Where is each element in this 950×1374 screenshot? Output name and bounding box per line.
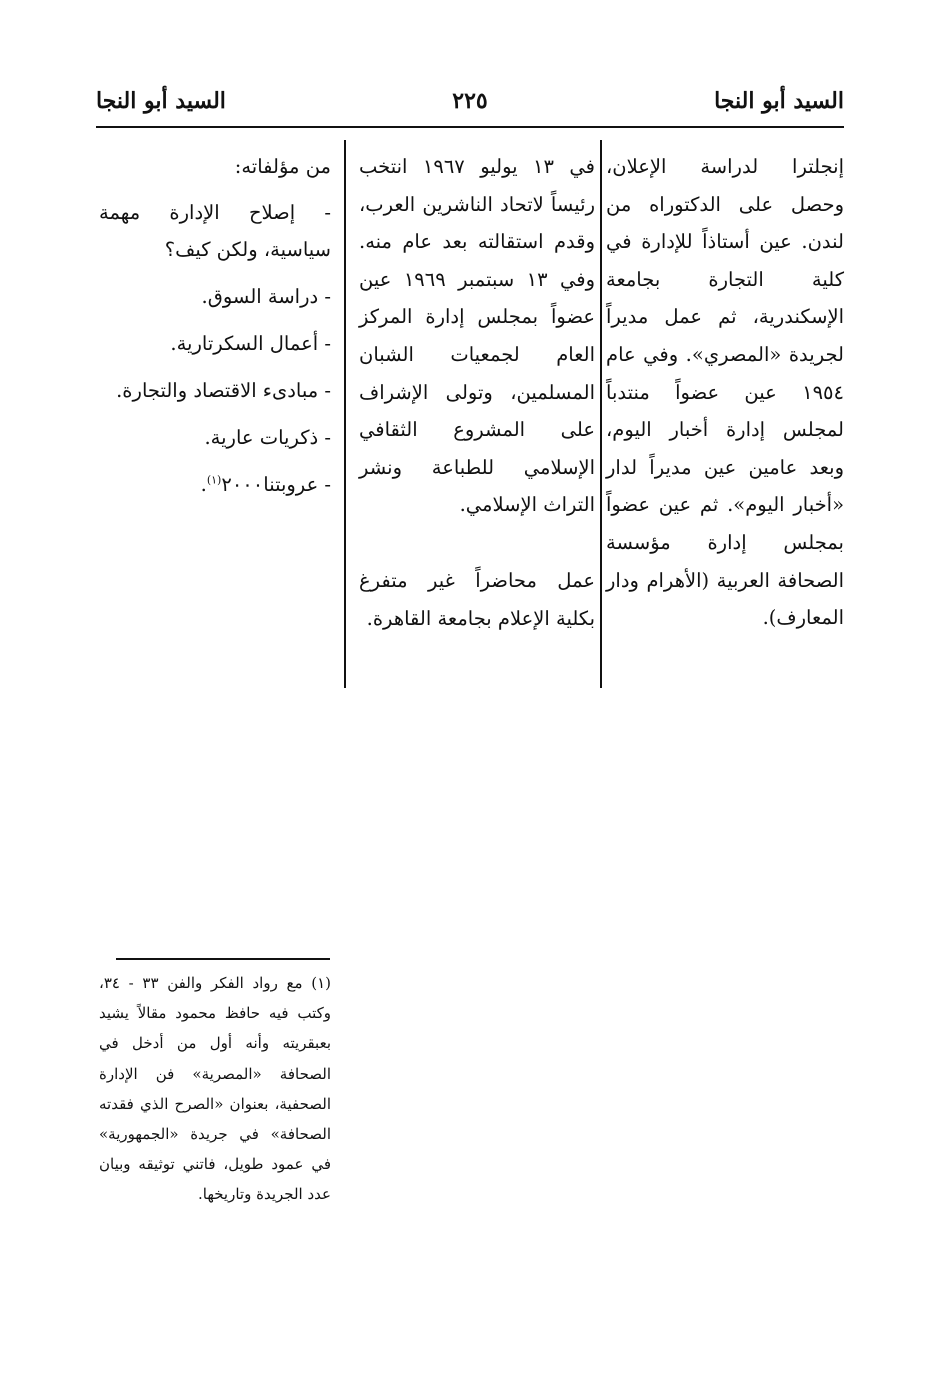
header-left-title: السيد أبو النجا [96, 88, 226, 114]
work-item [99, 278, 331, 315]
footnote-rule [116, 958, 330, 960]
work-item [99, 466, 331, 503]
column-1 [606, 148, 844, 637]
footnote-text: (١) مع رواد الفكر والفن ٣٣ - ٣٤، وكتب فيه حافظ محمود مقالاً يشيد بعبقريته وأنه أول من أدخل في الصحافة «المصرية» فن الإدارة الصحفية، بعنوان «الصرح الذي فقدته الصحافة» في جريدة «الجمهورية» في عمود طويل، فاتني توثيقه وبيان عدد الجريدة وتاريخها. [99, 974, 331, 1204]
work-item [99, 419, 331, 456]
works-heading: من مؤلفاته: [234, 155, 331, 178]
work-item [99, 372, 331, 409]
column-1-paragraph: إنجلترا لدراسة الإعلان، وحصل على الدكتوراه من لندن. عين أستاذاً للإدارة في كلية التجارة بجامعة الإسكندرية، ثم عمل مديراً لجريدة «المصري». وفي عام ١٩٥٤ عين عضواً منتدباً لمجلس إدارة أخبار اليوم، وبعد عامين عين مديراً لدار «أخبار اليوم». ثم عين عضواً بمجلس إدارة مؤسسة الصحافة العربية (الأهرام ودار المعارف). [606, 155, 844, 630]
header-right-title: السيد أبو النجا [714, 88, 844, 114]
work-title: دراسة السوق. [201, 284, 319, 308]
work-title: ذكريات عارية. [204, 425, 319, 449]
work-title: عروبتنا٢٠٠٠ [221, 472, 319, 496]
works-list [99, 194, 331, 503]
column-divider-1 [600, 140, 602, 688]
column-3 [99, 148, 331, 513]
footnote-marker: (١) [206, 473, 222, 487]
work-title: مبادىء الاقتصاد والتجارة. [116, 378, 319, 402]
column-2-paragraph-2: عمل محاضراً غير متفرغ بكلية الإعلام بجامعة القاهرة. [359, 568, 595, 630]
work-item [99, 194, 331, 268]
page-number: ٢٢٥ [452, 88, 488, 114]
footnote [99, 968, 331, 1210]
work-title: أعمال السكرتارية. [170, 331, 319, 355]
column-2 [359, 148, 595, 637]
header-rule [96, 126, 844, 128]
work-title: إصلاح الإدارة مهمة سياسية، ولكن كيف؟ [99, 200, 331, 261]
work-item [99, 325, 331, 362]
running-header [96, 84, 844, 124]
work-end-punctuation: . [200, 472, 207, 496]
column-2-paragraph-1: في ١٣ يوليو ١٩٦٧ انتخب رئيساً لاتحاد الناشرين العرب، وقدم استقالته بعد عام منه. وفي ١٣ سبتمبر ١٩٦٩ عين عضواً بمجلس إدارة المركز العام لجمعيات الشبان المسلمين، وتولى الإشراف على المشروع الثقافي الإسلامي للطباعة ونشر التراث الإسلامي. [359, 155, 596, 517]
column-divider-2 [344, 140, 346, 688]
